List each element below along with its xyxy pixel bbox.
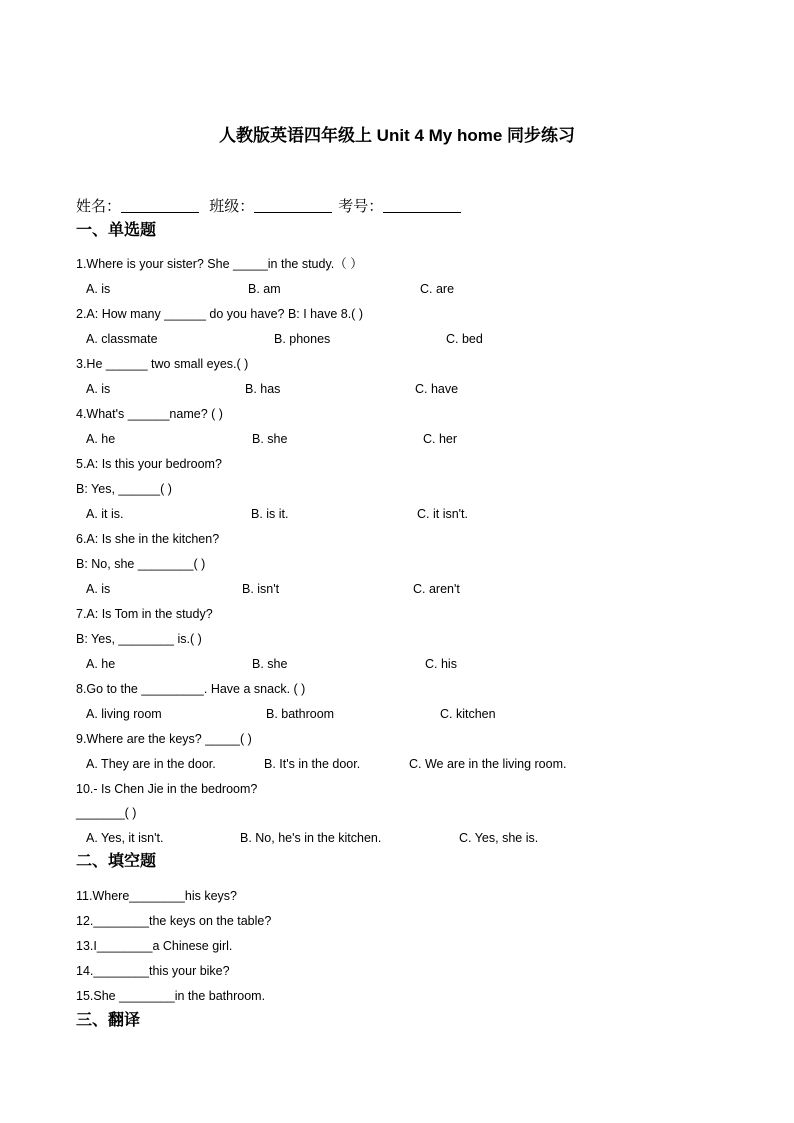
question-1-option-b: B. am bbox=[248, 282, 281, 296]
question-4-option-a: A. he bbox=[86, 432, 116, 446]
question-6-option-c: C. aren't bbox=[413, 582, 460, 596]
page-title: 人教版英语四年级上 Unit 4 My home 同步练习 bbox=[218, 126, 576, 145]
name-blank bbox=[121, 197, 199, 213]
question-3-option-b: B. has bbox=[245, 382, 281, 396]
question-2-option-b: B. phones bbox=[274, 332, 331, 346]
question-5-option-b: B. is it. bbox=[251, 507, 289, 521]
question-5-option-c: C. it isn't. bbox=[417, 507, 469, 521]
question-12-stem: 12.________the keys on the table? bbox=[76, 914, 272, 928]
question-1-option-c: C. are bbox=[420, 282, 455, 296]
question-9-stem: 9.Where are the keys? _____( ) bbox=[76, 732, 252, 746]
class-blank bbox=[254, 197, 332, 213]
question-13-stem: 13.I________a Chinese girl. bbox=[76, 939, 233, 953]
question-5-option-a: A. it is. bbox=[86, 507, 124, 521]
question-7-stem-line-2: B: Yes, ________ is.( ) bbox=[76, 632, 202, 646]
question-10-option-c: C. Yes, she is. bbox=[459, 831, 539, 845]
question-10-option-b: B. No, he's in the kitchen. bbox=[240, 831, 382, 845]
question-3-stem: 3.He ______ two small eyes.( ) bbox=[76, 357, 249, 371]
question-10-stem-line-2: _______( ) bbox=[76, 806, 137, 820]
question-6-option-b: B. isn't bbox=[242, 582, 280, 596]
question-1-stem: 1.Where is your sister? She _____in the study.（ ） bbox=[76, 257, 363, 271]
question-2-option-c: C. bed bbox=[446, 332, 483, 346]
question-6-option-a: A. is bbox=[86, 582, 111, 596]
question-6-stem-line-2: B: No, she ________( ) bbox=[76, 557, 206, 571]
name-label: 姓名： bbox=[76, 198, 122, 215]
question-15-stem: 15.She ________in the bathroom. bbox=[76, 989, 266, 1003]
question-11-stem: 11.Where________his keys? bbox=[76, 889, 237, 903]
question-7-option-b: B. she bbox=[252, 657, 288, 671]
question-5-stem-line-2: B: Yes, ______( ) bbox=[76, 482, 172, 496]
question-8-stem: 8.Go to the _________. Have a snack. ( ) bbox=[76, 682, 306, 696]
question-4-stem: 4.What's ______name? ( ) bbox=[76, 407, 223, 421]
question-2-option-a: A. classmate bbox=[86, 332, 158, 346]
question-3-option-c: C. have bbox=[415, 382, 459, 396]
question-9-option-a: A. They are in the door. bbox=[86, 757, 216, 771]
question-6-stem: 6.A: Is she in the kitchen? bbox=[76, 532, 220, 546]
question-10-option-a: A. Yes, it isn't. bbox=[86, 831, 164, 845]
question-7-option-a: A. he bbox=[86, 657, 116, 671]
question-4-option-b: B. she bbox=[252, 432, 288, 446]
question-9-option-c: C. We are in the living room. bbox=[409, 757, 567, 771]
student-info-row bbox=[76, 196, 467, 218]
exam-number-label: 考号： bbox=[338, 198, 384, 215]
section-heading-translation: 三、翻译 bbox=[76, 1012, 141, 1029]
question-9-option-b: B. It's in the door. bbox=[264, 757, 361, 771]
exam-number-blank bbox=[383, 197, 461, 213]
class-label: 班级： bbox=[209, 198, 255, 215]
question-3-option-a: A. is bbox=[86, 382, 111, 396]
section-heading-single-choice: 一、单选题 bbox=[76, 222, 157, 239]
question-7-stem: 7.A: Is Tom in the study? bbox=[76, 607, 213, 621]
question-4-option-c: C. her bbox=[423, 432, 458, 446]
question-8-option-a: A. living room bbox=[86, 707, 162, 721]
section-heading-fill-in: 二、填空题 bbox=[76, 853, 157, 870]
question-8-option-b: B. bathroom bbox=[266, 707, 335, 721]
question-8-option-c: C. kitchen bbox=[440, 707, 496, 721]
question-1-option-a: A. is bbox=[86, 282, 111, 296]
question-5-stem: 5.A: Is this your bedroom? bbox=[76, 457, 222, 471]
question-14-stem: 14.________this your bike? bbox=[76, 964, 230, 978]
question-10-stem: 10.- Is Chen Jie in the bedroom? bbox=[76, 782, 258, 796]
question-2-stem: 2.A: How many ______ do you have? B: I have 8.( ) bbox=[76, 307, 363, 321]
question-7-option-c: C. his bbox=[425, 657, 457, 671]
